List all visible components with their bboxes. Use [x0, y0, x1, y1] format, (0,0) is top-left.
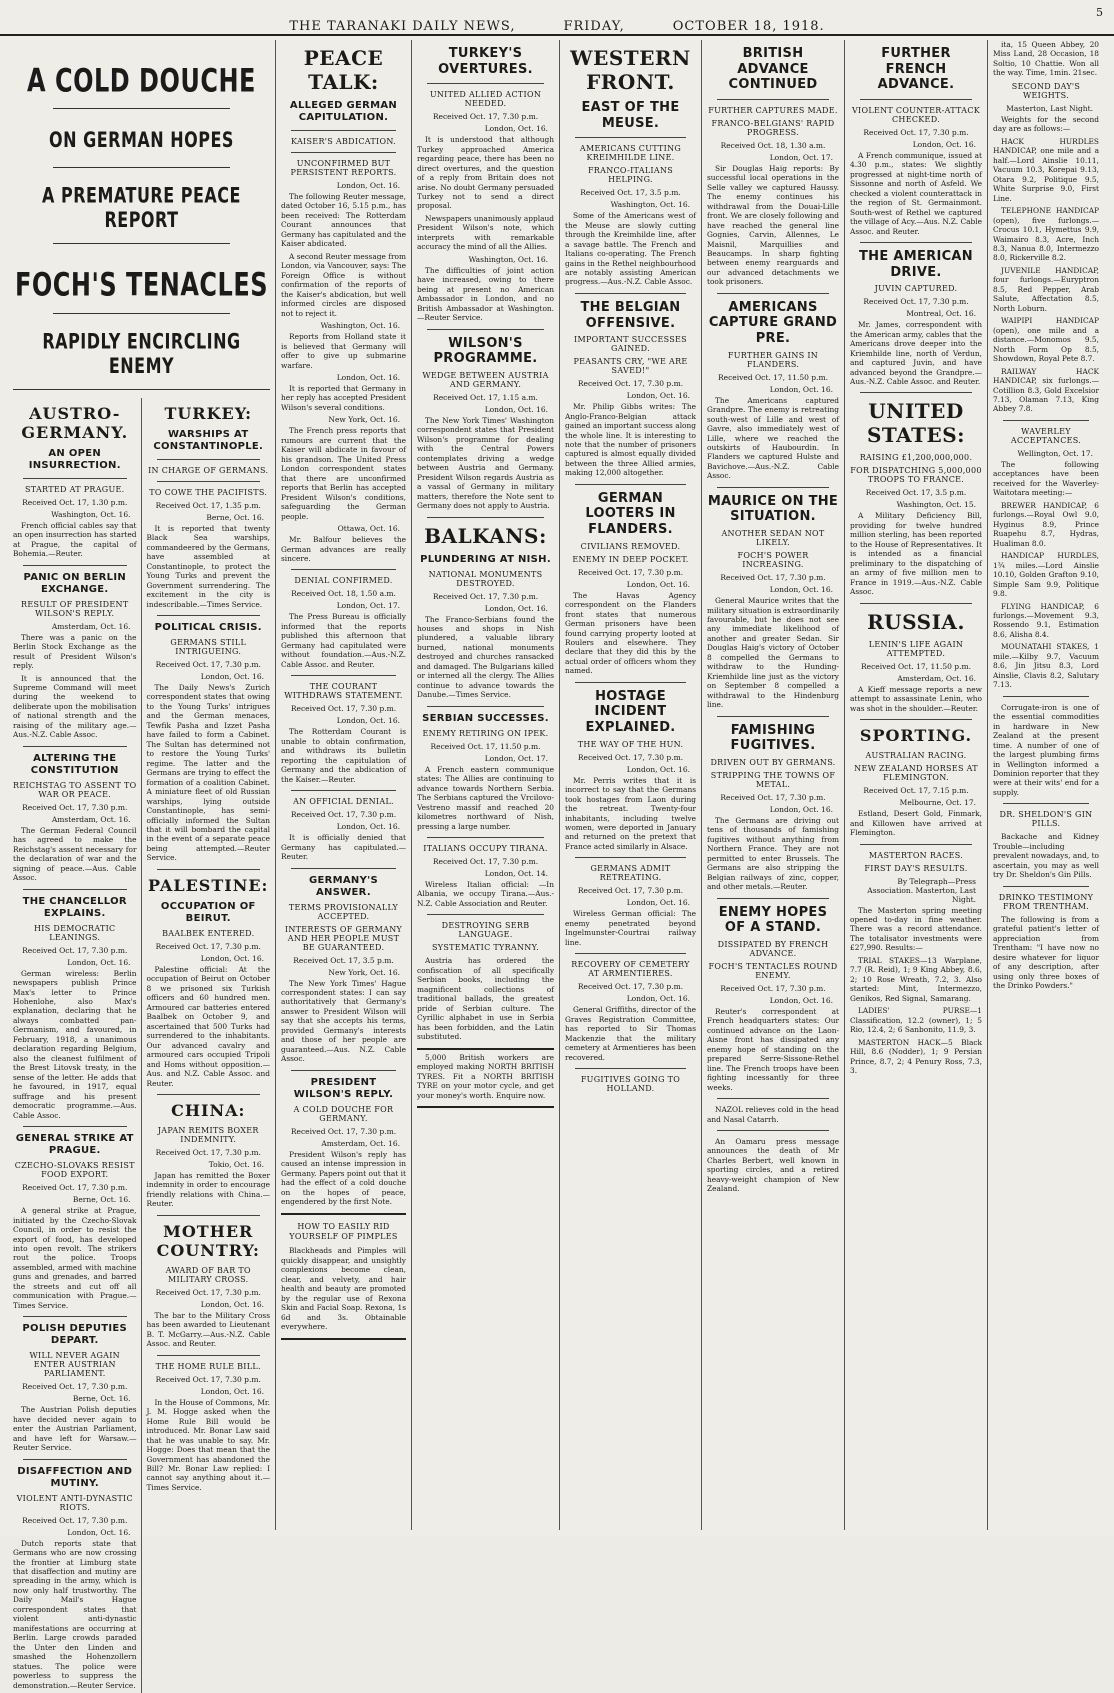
section-title: BALKANS:	[424, 523, 547, 548]
article-text: The following acceptances have been received for the Waverley-Waitotara meeting:—	[993, 459, 1099, 498]
placeline: Tokio, Oct. 16.	[208, 1159, 264, 1169]
subheadline: LENIN'S LIFE AGAIN ATTEMPTED.	[868, 639, 964, 658]
subheadline: VIOLENT COUNTER-ATTACK CHECKED.	[851, 105, 981, 124]
dateline: Received Oct. 17, 7.30 p.m.	[720, 792, 826, 802]
article-text: General Maurice writes that the military situation is extraordinarily favourable, but he does not see any immediate likelihood of another and greater Sedan. Sir Douglas Haig's victory of October 8 compelled the Germans to withdraw to the Hunding-Kriemhilde line just as the victory on September 8 compelled a withdrawal to the Hindenburg line.	[707, 596, 839, 710]
subheadline: ENEMY RETIRING ON IPEK.	[422, 728, 549, 738]
advertisement	[281, 1213, 406, 1340]
subheadline: FIRST DAY'S RESULTS.	[864, 863, 968, 873]
subheadline: THE WAY OF THE HUN.	[577, 739, 684, 749]
placeline: Wellington, Oct. 17.	[1017, 448, 1093, 458]
placeline: London, Oct. 16.	[769, 384, 833, 394]
article-text: Backache and Kidney Trouble—including prevalent nowadays, and, to ascertain, you may as well try Dr. Sheldon's Gin Pills.	[993, 832, 1099, 880]
placeline: By Telegraph—Press Association. Masterton, Last Night.	[867, 876, 976, 904]
subheadline: MASTERTON RACES.	[868, 850, 964, 860]
subheadline: FRANCO-ITALIANS HELPING.	[587, 166, 674, 185]
article-text: French official cables say that an open insurrection has started at Prague, the capital of Bohemia.—Reuter.	[13, 520, 137, 559]
placeline: London, Oct. 17.	[769, 152, 833, 162]
masthead	[0, 0, 1114, 36]
advertisement	[417, 1048, 554, 1108]
article-text: Wireless Italian official: —In Albania, we occupy Tirana.—Aus.-N.Z. Cable Association and Reuter.	[417, 880, 554, 908]
placeline: London, Oct. 14.	[484, 869, 548, 878]
ad-headline: HOW TO EASILY RID YOURSELF OF PIMPLES	[289, 1221, 398, 1241]
headline: PRESIDENT WILSON'S REPLY.	[293, 1076, 394, 1100]
placeline: London, Oct. 16.	[626, 994, 690, 1004]
dateline: Received Oct. 18, 1.30 a.m.	[720, 140, 826, 150]
subheadline: WILL NEVER AGAIN ENTER AUSTRIAN PARLIAMENT.	[29, 1351, 120, 1379]
dateline: Received Oct. 17, 7.30 p.m.	[290, 810, 397, 820]
subheadline: DENIAL CONFIRMED.	[294, 576, 393, 586]
dateline: Received Oct. 17, 7.30 p.m.	[155, 941, 261, 951]
dateline: Received Oct. 17, 3.5 p.m.	[580, 188, 681, 198]
article-text: The French press reports that rumours are current that the Kaiser will abdicate in favour of his grandson. The United Press London correspondent states that there are unconfirmed reports that Berlin has accepted President Wilson's conditions, safeguarding the German people.	[281, 426, 406, 521]
subheadline: BAALBEK ENTERED.	[162, 928, 255, 938]
headline: MAURICE ON THE SITUATION.	[707, 493, 839, 525]
race-weights: HACK HURDLES HANDICAP, one mile and a half.—Lord Ainslie 10.11, Vacuum 10.3, Korepai 9.13, Otara 9.2, Politique 9.5, White Surprise 9.0, First Line.	[993, 136, 1099, 203]
article-text: Mr. Philip Gibbs writes: The Anglo-Franco-Belgian attack gained an important success along the whole line. It is interesting to note that the number of prisoners captured is almost equally divided between the three Allied armies, making 12,000 altogether.	[565, 402, 696, 478]
placeline: London, Oct. 16.	[484, 404, 548, 414]
placeline: London, Oct. 16.	[769, 804, 833, 814]
article-text: It is announced that the Supreme Command will meet during the weekend to deliberate upon the mobilisation of national strength and the raising of the military age.—Aus.-N.Z. Cable Assoc.	[13, 673, 137, 740]
subheadline: THE HOME RULE BILL.	[155, 1361, 261, 1371]
placeline: London, Oct. 16.	[67, 1527, 131, 1537]
placeline: Berne, Oct. 16.	[72, 1195, 131, 1205]
article-text: A French communique, issued at 4.30 p.m., states: We slightly progressed at night-time north of Sissonne and north of Asfeld. We checked a violent counterattack in the region of St. Germainmont. South-west of Rethel we captured the village of Acy.—Aus. N.Z. Cable Assoc. and Reuter.	[850, 150, 982, 236]
headline: HOSTAGE INCIDENT EXPLAINED.	[585, 688, 676, 736]
dateline: Received Oct. 17, 7.30 p.m.	[22, 945, 128, 955]
subheadline: HIS DEMOCRATIC LEANINGS.	[34, 923, 116, 942]
subheadline: REICHSTAG TO ASSENT TO WAR OR PEACE.	[13, 780, 137, 799]
article-text: It is reported that Germany in her reply has accepted President Wilson's several conditions.	[281, 383, 406, 412]
dateline: Received Oct. 17, 7.30 p.m.	[720, 983, 826, 993]
article-text: Japan has remitted the Boxer indemnity in order to encourage friendly relations with China.—Reuter.	[146, 1170, 270, 1209]
race-weights: JUVENILE HANDICAP, four furlongs.—Euryptron 8.5, Red Pepper, Arab Salute, Affectation 8.5, North Loburn.	[993, 265, 1099, 313]
placeline: London, Oct. 16.	[626, 579, 690, 589]
article-text: The Rotterdam Courant is unable to obtain confirmation, and withdraws its bulletin reporting the capitulation of Germany and the abdication of the Kaiser.—Reuter.	[281, 727, 406, 784]
article-text: The following Reuter message, dated October 16, 5.15 p.m., has been received: The Rotterdam Courant announces that Germany has capitulated and the Kaiser abdicated.	[281, 192, 406, 249]
placeline: London, Oct. 16.	[484, 124, 548, 134]
subheadline: FUGITIVES GOING TO HOLLAND.	[580, 1075, 681, 1094]
article-text: A Kieff message reports a new attempt to assassinate Lenin, who was shot in the shoulder.—Reuter.	[850, 684, 982, 713]
article-text: The bar to the Military Cross has been awarded to Lieutenant B. T. McGarry.—Aus.-N.Z. Cable Assoc. and Reuter.	[146, 1310, 270, 1349]
ad-text: Blackheads and Pimples will quickly disappear, and unsightly complexions become clean, clear, and velvety, and hair health and beauty are promoted by the regular use of Rexona Skin and Facial Soap. Rexona, 1s 6d and 3s. Obtainable everywhere.	[281, 1246, 406, 1332]
race-acceptances: FLYING HANDICAP, 6 furlongs.—Movement 9.3, Rossendo 9.1, Estimation 8.6, Alisha 8.4.	[993, 601, 1099, 639]
subheadline: JUVIN CAPTURED.	[874, 284, 958, 294]
placeline: London, Oct. 16.	[200, 953, 264, 963]
dateline: Received Oct. 17, 11.50 p.m.	[861, 661, 971, 671]
dateline: Received Oct. 17, 3.5 p.m.	[865, 488, 967, 498]
column-7	[988, 40, 1104, 1530]
subheadline: CIVILIANS REMOVED.	[580, 541, 681, 551]
subheadline: TO COWE THE PACIFISTS.	[149, 487, 268, 497]
lead-headline-5: RAPIDLY ENCIRCLING ENEMY	[42, 328, 241, 378]
subheadline: VIOLENT ANTI-DYNASTIC RIOTS.	[16, 1493, 133, 1512]
article-text: Austria has ordered the confiscation of all specifically Serbian books, including the magnificent collections of traditional ballads, the greatest pride of Serbian culture. The Cyrillic alphabet in use in Serbia has been forbidden, and the Latin substituted.	[417, 956, 554, 1042]
article-text: The Franco-Serbians found the houses and shops in Nish plundered, a valuable library burned, national monuments destroyed and churches ransacked and damaged. The Bulgarians killed or interned all the clergy. The Allies continue to advance towards the Danube.—Times Service.	[417, 614, 554, 700]
dateline: Received Oct. 18, 1.50 a.m.	[291, 589, 396, 599]
dateline: Received Oct. 17, 7.30 p.m.	[155, 659, 261, 669]
headline: EAST OF THE MEUSE.	[581, 100, 680, 131]
section-title: PEACE TALK:	[303, 46, 384, 94]
article-text: ita, 15 Queen Abbey, 20 Miss Land, 28 Occasion, 18 Soltio, 10 Chattie. Won all the way. Time, 1min. 21sec.	[993, 40, 1099, 78]
subheadline: FRANCO-BELGIANS' RAPID PROGRESS.	[711, 118, 835, 137]
headline: WARSHIPS AT CONSTANTINOPLE.	[153, 428, 264, 452]
placeline: Berne, Oct. 16.	[72, 1394, 131, 1404]
subheadline: THE COURANT WITHDRAWS STATEMENT.	[284, 682, 403, 701]
lead-headline-4: FOCH'S TENACLES	[15, 266, 268, 305]
dateline: Received Oct. 17, 7.30 p.m.	[577, 982, 684, 992]
dateline: Received Oct. 17, 1.35 p.m.	[155, 500, 261, 510]
subheadline: STRIPPING THE TOWNS OF METAL.	[710, 770, 836, 789]
columns	[8, 40, 1104, 1690]
dateline: Received Oct. 17, 7.30 p.m.	[22, 802, 128, 812]
article-text: Reuter's correspondent at French headquarters states: Our continued advance on the Laon-Aisne front has dissipated any enemy hope of standing on the prepared Serre-Sissone-Rethel line. The French troops have been fighting incessantly for three weeks.	[707, 1006, 839, 1092]
race-result: LADIES' PURSE—1 Classification, 12.2 (owner), 1; 5 Rio, 12.4, 2; 6 Sanbonito, 11.9, 3.	[850, 1006, 982, 1035]
subheadline: INTERESTS OF GERMANY AND HER PEOPLE MUST BE GUARANTEED.	[284, 924, 403, 952]
headline: PANIC ON BERLIN EXCHANGE.	[23, 571, 127, 595]
subheadline: ITALIANS OCCUPY TIRANA.	[423, 844, 548, 853]
headline: DISAFFECTION AND MUTINY.	[17, 1465, 133, 1489]
subheadline: DRIVEN OUT BY GERMANS.	[710, 757, 836, 767]
dateline: Received Oct. 17, 7.30 p.m.	[577, 379, 684, 389]
headline: AMERICANS CAPTURE GRAND PRE.	[708, 299, 838, 347]
dateline: Received Oct. 17, 7.30 p.m.	[863, 127, 969, 137]
section-title: AUSTRO-GERMANY.	[21, 403, 129, 442]
placeline: Washington, Oct. 16.	[610, 200, 690, 210]
article-text: The Masterton spring meeting opened to-day in fine weather. There was a record attendance. The totalisator investments were £27,990. Results:—	[850, 905, 982, 953]
headline: ALTERING THE CONSTITUTION	[30, 752, 119, 776]
subheadline: STARTED AT PRAGUE.	[25, 484, 125, 494]
article-text: The Daily News's Zurich correspondent states that owing to the Young Turks' intrigues and the German menaces, Tewfik Pasha and Izzet Pasha have failed to form a Cabinet. The Sultan has determined not to restore the Young Turks' regime. The latter and the Germans are trying to effect the formation of a coalition Cabinet. A miniature fleet of old Russian warships, lying outside Constantinople, has semi-officially informed the Sultan that it will bombard the capital in the event of a separate peace being attempted.—Reuter Service.	[146, 682, 270, 863]
article-text: Estland, Desert Gold, Finmark, and Killowen have arrived at Flemington.	[850, 809, 982, 838]
subheadline: FOCH'S TENTACLES ROUND ENEMY.	[708, 961, 838, 980]
article-text: A second Reuter message from London, via Vancouver, says: The Foreign Office is without confirmation of the reports of the Kaiser's abdication, but well informed circles are disposed not to reject it.	[281, 251, 406, 318]
headline: OCCUPATION OF BEIRUT.	[160, 900, 256, 924]
article-text: The New York Times' Hague correspondent states: I can say authoritatively that Germany's answer to President Wilson will say that she accepts his terms, provided Germany's interests and those of her people are guaranteed.—Aus. N.Z. Cable Assoc.	[281, 978, 406, 1064]
article-text: It is officially denied that Germany has capitulated.—Reuter.	[281, 833, 406, 862]
headline: SERBIAN SUCCESSES.	[422, 712, 549, 724]
dateline: Received Oct. 17, 7.30 p.m.	[290, 704, 397, 714]
column-5	[702, 40, 845, 1530]
race-acceptances: HANDICAP HURDLES, 1¾ miles.—Lord Ainslie 10.10, Golden Grafton 9.10, Simple Sam 9.9, Politique 9.8.	[993, 551, 1099, 599]
placeline: Melbourne, Oct. 17.	[899, 798, 976, 808]
race-acceptances: BREWER HANDICAP, 6 furlongs.—Royal Owl 9.0, Hyginus 8.9, Prince Ruapehu 8.7, Hydras, Hualiman 8.0.	[993, 500, 1099, 548]
subheadline: RESULT OF PRESIDENT WILSON'S REPLY.	[21, 599, 129, 618]
subheadline: A COLD DOUCHE FOR GERMANY.	[293, 1104, 394, 1123]
austro-germany-section	[13, 398, 142, 1693]
headline: TURKEY'S OVERTURES.	[438, 46, 533, 77]
placeline: London, Oct. 16.	[626, 898, 690, 908]
issue-date: OCTOBER 18, 1918.	[672, 19, 825, 34]
race-weights: WAIPIPI HANDICAP (open), one mile and a distance.—Monomos 9.5, North Form Op 8.5, Showdown, Royal Pete 8.7.	[993, 316, 1099, 364]
headline: GENERAL STRIKE AT PRAGUE.	[15, 1133, 134, 1157]
subheadline: NEW ZEALAND HORSES AT FLEMINGTON.	[854, 764, 978, 783]
column-1-split	[13, 398, 270, 1693]
subheadline: FURTHER GAINS IN FLANDERS.	[727, 350, 819, 369]
article-text: A general strike at Prague, initiated by the Czecho-Slovak Council, in order to resist the export of food, has developed into open revolt. The strikers rout the police. Troops assembled, armed with machine guns and grenades, and barred the streets and cut off all communication with Prague.—Times Service.	[13, 1206, 137, 1310]
headline: THE AMERICAN DRIVE.	[859, 249, 973, 280]
subheadline: TERMS PROVISIONALLY ACCEPTED.	[288, 902, 399, 921]
subheadline: NATIONAL MONUMENTS DESTROYED.	[428, 569, 543, 588]
article-text: Newspapers unanimously applaud President Wilson's note, which interprets with remarkable accuracy the mind of all the Allies.	[417, 213, 554, 252]
dateline: Received Oct. 17, 7.15 p.m.	[863, 786, 969, 796]
subheadline: DR. SHELDON'S GIN PILLS.	[999, 810, 1093, 829]
column-3	[412, 40, 560, 1530]
race-weights: TELEPHONE HANDICAP (open), five furlongs.—Crocus 10.1, Hymettus 9.9, Waimairo 8.3, Acre, Inch 8.3, Nanua 8.0, Intermezzo 8.0, Rickerville 8.2.	[993, 206, 1099, 263]
subheadline: UNITED ALLIED ACTION NEEDED.	[429, 90, 542, 109]
column-2	[276, 40, 412, 1530]
headline: FAMISHING FUGITIVES.	[730, 722, 816, 754]
placeline: New York, Oct. 16.	[328, 967, 400, 977]
article-text: There was a panic on the Berlin Stock Exchange as the result of President Wilson's reply.	[13, 632, 137, 671]
section-title: UNITED STATES:	[866, 399, 966, 448]
ad-text: 5,000 British workers are employed making NORTH BRITISH TYRES. Fit a NORTH BRITISH TYRE on your motor cycle, and get your money's worth. Enquire now.	[417, 1052, 554, 1100]
article-text: Reports from Holland state it is believed that Germany will offer to give up submarine warfare.	[281, 332, 406, 370]
article-text: The following is from a grateful patient's letter of appreciation from Trentham: "I have now no desire whatever for liquor of any description, after using only three boxes of the Drinko Powders."	[993, 914, 1099, 991]
subheadline: PEASANTS CRY, "WE ARE SAVED!"	[573, 357, 688, 376]
headline: THE CHANCELLOR EXPLAINS.	[22, 895, 127, 919]
subheadline: IN CHARGE OF GERMANS.	[148, 465, 269, 475]
headline: WILSON'S PROGRAMME.	[433, 335, 538, 367]
issue-day: FRIDAY,	[563, 19, 625, 34]
dateline: Received Oct. 17, 7.30 p.m.	[432, 591, 539, 601]
race-result: MASTERTON HACK—5 Black Hill, 8.6 (Nodder), 1; 9 Persian Prince, 8.7, 2; 4 Penury Ross, 7.3, 3.	[850, 1037, 982, 1075]
placeline: Washington, Oct. 15.	[896, 500, 976, 510]
subheadline: WEDGE BETWEEN AUSTRIA AND GERMANY.	[422, 370, 549, 389]
article-text: The German Federal Council has agreed to make the Reichstag's assent necessary for the declaration of war and the signing of peace.—Aus. Cable Assoc.	[13, 825, 137, 883]
article-text: Some of the Americans west of the Meuse are slowly cutting through the Kreimhilde line, after a savage battle. The French and Italians co-operating. The French gains in the Rethel neighbourhood are notably assisting American progress.—Aus.-N.Z. Cable Assoc.	[565, 211, 696, 287]
placeline: London, Oct. 16.	[626, 391, 690, 401]
placeline: London, Oct. 17.	[484, 753, 548, 763]
dateline: Received Oct. 17, 1.30 p.m.	[22, 497, 128, 507]
subheadline: FOR DISPATCHING 5,000,000 TROOPS TO FRANCE.	[850, 466, 982, 485]
dateline: Received Oct. 17, 3.5 p.m.	[293, 955, 394, 965]
subheadline: FOCH'S POWER INCREASING.	[737, 551, 809, 570]
dateline: Received Oct. 17, 7.30 p.m.	[577, 752, 684, 762]
lead-headline-1: A COLD DOUCHE	[27, 62, 256, 100]
article-text: It is reported that twenty Black Sea warships, commandeered by the Germans, have assembled at Constantinople, to protect the Young Turks and prevent the Government surrendering. The excitement in the city is indescribable.—Times Service.	[146, 523, 270, 609]
placeline: London, Oct. 16.	[336, 372, 400, 382]
article-text: Palestine official: At the occupation of Beirut on October 8 we prisoned six Turkish officers and 60 hundred men. Armoured car batteries entered Baalbek on October 9, and ascertained that 500 Turks had surrendered to the inhabitants. Our advanced cavalry and armoured cars occupied Tripoli and Homs without opposition.—Aus. and N.Z. Cable Assoc. and Reuter.	[146, 964, 270, 1088]
placeline: London, Oct. 16.	[336, 181, 400, 190]
section-title: WESTERN FRONT.	[570, 46, 691, 94]
race-weights: RAILWAY HACK HANDICAP, six furlongs.—Cotillion 8.3, Gold Excelsior 7.13, Olaman 7.13, King Abbey 7.8.	[993, 366, 1099, 414]
article-text: Mr. Balfour believes the German advances are really sincere.	[281, 535, 406, 563]
subheadline: JAPAN REMITS BOXER INDEMNITY.	[157, 1125, 259, 1144]
article-text: The Austrian Polish deputies have decided never again to enter the Austrian Parliament, and have left for Warsaw.—Reuter Service.	[13, 1405, 137, 1453]
subheadline: AUSTRALIAN RACING.	[865, 751, 967, 761]
placeline: Montreal, Oct. 16.	[906, 309, 976, 319]
placeline: Ottawa, Oct. 16.	[337, 524, 400, 534]
dateline: Received Oct. 17, 7.30 p.m.	[22, 1183, 128, 1193]
section-title: TURKEY:	[164, 403, 253, 423]
article-text: The difficulties of joint action have increased, owing to there being at present no American Ambassador in London, and no British Ambassador at Washington.—Reuter Service.	[417, 265, 554, 323]
subheadline: GERMANS STILL INTRIGUEING.	[170, 637, 247, 656]
subheadline: IMPORTANT SUCCESSES GAINED.	[574, 335, 687, 354]
section-title: PALESTINE:	[148, 875, 269, 895]
placeline: Amsterdam, Oct. 16.	[51, 621, 131, 631]
headline: POLISH DEPUTIES DEPART.	[22, 1323, 128, 1347]
dateline: Received Oct. 17, 7.30 p.m.	[577, 567, 684, 577]
article-text: It is understood that although Turkey approached America regarding peace, there has been no direct overtures, and the question of a reply from Britain does not arise. No doubt Germany persuaded Turkey not to send a direct proposal.	[417, 135, 554, 211]
article-text: The New York Times' Washington correspondent states that President Wilson's programme for dealing with the Central Powers contemplates driving a wedge between Austria and Germany. President Wilson regards Austria as a vassal of Germany in military matters, therefore the Note sent to Germany does not apply to Austria.	[417, 415, 554, 511]
placeline: Washington, Oct. 16.	[468, 254, 548, 264]
placeline: London, Oct. 16.	[626, 764, 690, 774]
article-text: The Americans captured Grandpre. The enemy is retreating south-west of Lille and west of Gavre, also immediately west of Lille, where we reached the outskirts of Haubourdin. In Flanders we captured Hulste and Bavichove.—Aus.-N.Z. Cable Assoc.	[707, 395, 839, 481]
article-text: The Havas Agency correspondent on the Flanders front states that numerous German prisoners have been found carrying property looted at Roulers and elsewhere. They declare that they did this by the actual order of officers whom they named.	[565, 590, 696, 676]
column-6	[845, 40, 988, 1530]
article-text: In the House of Commons, Mr. J. M. Hogge asked when the Home Rule Bill would be introduced. Mr. Bonar Law said that he was unable to say. Mr. Hogge: Does that mean that the Government has abandoned the Bill? Mr. Bonar Law replied: I cannot say anything about it.—Times Service.	[146, 1397, 270, 1492]
dateline: Received Oct. 17, 1.15 a.m.	[433, 392, 538, 402]
placeline: Berne, Oct. 16.	[206, 512, 264, 522]
subheadline: AMERICANS CUTTING KREIMHILDE LINE.	[579, 144, 682, 163]
placeline: London, Oct. 16.	[200, 671, 264, 681]
subheadline: SYSTEMATIC TYRANNY.	[431, 943, 540, 953]
subheadline: KAISER'S ABDICATION.	[291, 137, 396, 146]
page-number: 5	[1096, 6, 1104, 19]
subheadline: RAISING £1,200,000,000.	[859, 453, 973, 463]
headline: THE BELGIAN OFFENSIVE.	[580, 299, 681, 331]
dateline: Received Oct. 17, 7.30 p.m.	[22, 1515, 128, 1525]
placeline: London, Oct. 16.	[912, 139, 976, 149]
section-title: RUSSIA.	[867, 609, 965, 634]
race-result: TRIAL STAKES—13 Warplane, 7.7 (R. Reid), 1; 9 King Abbey, 8.6, 2; 10 Rose Wreath, 7.2, 3. Also started: Mint, Intermezzo, Genikos, Red Signal, Samarang.	[850, 955, 982, 1003]
headline: BRITISH ADVANCE CONTINUED	[728, 46, 818, 93]
dateline: Received Oct. 17, 11.50 p.m.	[718, 372, 828, 382]
subheadline: DISSIPATED BY FRENCH ADVANCE.	[717, 939, 829, 958]
article-text: A Military Deficiency Bill, providing for twelve hundred million sterling, has been reported to the House of Representatives. It is intended as a financial preliminary to the dispatching of an army of five million men to France in 1919.—Aus.-N.Z. Cable Assoc.	[850, 511, 982, 597]
article-text: Wireless German official: The enemy penetrated beyond Ingelmunster-Courtrai railway line.	[565, 909, 696, 947]
placeline: Washington, Oct. 16.	[320, 321, 400, 331]
subheadline: GERMANS ADMIT RETREATING.	[590, 864, 671, 883]
article-text: General Griffiths, director of the Graves Registration Committee, has reported to Sir Thomas Mackenzie that the military cemetery at Armentieres has been recovered.	[565, 1005, 696, 1062]
article-text: President Wilson's reply has caused an intense impression in Germany. Papers point out that it had the effect of a cold douche on the hopes of peace, engendered by the first Note.	[281, 1149, 406, 1207]
subheadline: UNCONFIRMED BUT PERSISTENT REPORTS.	[290, 159, 397, 177]
headline: GERMAN LOOTERS IN FLANDERS.	[585, 490, 676, 538]
headline: GERMANY'S ANSWER.	[308, 874, 378, 898]
placeline: London, Oct. 16.	[769, 585, 833, 595]
article-text: Sir Douglas Haig reports: By successful local operations in the Selle valley we captured Haussy. The enemy continues his withdrawal from the Douai-Lille front. We are closely following and have reached the general line Gognies, Carvin, Allennes, Le Maisnil, Marquillies and Beaucamps. In sharp fighting between enemy rearguards and our advanced detachments we took prisoners.	[707, 163, 839, 287]
dateline: Received Oct. 17, 11.50 p.m.	[430, 741, 541, 751]
section-title: CHINA:	[171, 1100, 246, 1120]
subheadline: ENEMY IN DEEP POCKET.	[572, 554, 689, 564]
dateline: Received Oct. 17, 7.30 p.m.	[432, 857, 539, 866]
placeline: Masterton, Last Night.	[1006, 103, 1093, 113]
paper-name: THE TARANAKI DAILY NEWS,	[289, 19, 516, 34]
placeline: London, Oct. 16.	[336, 822, 400, 832]
dateline: Received Oct. 17, 7.30 p.m.	[432, 112, 539, 122]
placeline: Amsterdam, Oct. 16.	[897, 673, 976, 683]
placeline: Amsterdam, Oct. 16.	[321, 1138, 400, 1148]
dateline: Received Oct. 17, 7.30 p.m.	[155, 1147, 261, 1157]
placeline: Amsterdam, Oct. 16.	[51, 814, 131, 824]
subheadline: DRINKO TESTIMONY FROM TRENTHAM.	[998, 892, 1094, 911]
column-4	[560, 40, 702, 1530]
article-text: Weights for the second day are as follows:—	[993, 114, 1099, 134]
subheadline: FURTHER CAPTURES MADE.	[708, 105, 838, 115]
article-text: Mr. James, correspondent with the American army, cables that the Americans drove deeper into the Kriemhilde line, north of Verdun, and captured Juvin, and have advanced beyond the Grandpre.—Aus.-N.Z. Cable Assoc. and Reuter.	[850, 320, 982, 386]
article-text: An Oamaru press message announces the death of Mr Charles Berbert, well known in sporting circles, and a retired heavy-weight champion of New Zealand.	[707, 1136, 839, 1194]
article-text: Corrugate-iron is one of the essential commodities in hardware in New Zealand at the present time. A number of one of the largest plumbing firms in Wellington informed a Dominion reporter that they were at their wits' end for a supply.	[993, 702, 1100, 797]
placeline: New York, Oct. 16.	[328, 415, 400, 425]
article-text: Mr. Perris writes that it is incorrect to say that the Germans took hostages from Laon during the retreat. Twenty-four inhabitants, including twelve women, were deported in January and returned on the pretext that France acted similarly in Alsace.	[565, 775, 696, 851]
headline: AN OPEN INSURRECTION.	[28, 447, 121, 471]
column-1	[8, 40, 276, 1690]
subheadline: CZECHO-SLOVAKS RESIST FOOD EXPORT.	[14, 1161, 135, 1180]
placeline: Washington, Oct. 16.	[51, 509, 131, 519]
subheadline: WAVERLEY ACCEPTANCES.	[1010, 426, 1082, 445]
dateline: Received Oct. 17, 7.30 p.m.	[155, 1287, 261, 1297]
placeline: London, Oct. 16.	[769, 995, 833, 1005]
subheadline: DESTROYING SERB LANGUAGE.	[441, 921, 530, 940]
placeline: London, Oct. 16.	[336, 716, 400, 726]
turkey-section	[142, 398, 271, 1693]
placeline: London, Oct. 16.	[67, 957, 131, 967]
placeline: London, Oct. 16.	[200, 1299, 264, 1309]
placeline: London, Oct. 16.	[200, 1386, 264, 1396]
article-text: The Germans are driving out tens of thousands of famishing fugitives without anything from Northern France. They are not permitted to enter Brussels. The Germans are also stripping the Belgian railways of zinc, copper, and other metals.—Reuter.	[707, 815, 839, 892]
race-acceptances: MOUNATAHI STAKES, 1 mile.—Kilby 9.7, Vacuum 8.6, Jin Jitsu 8.3, Lord Ainslie, Clavis 8.2, Salutary 7.13.	[993, 642, 1099, 690]
headline: FURTHER FRENCH ADVANCE.	[877, 46, 955, 93]
dateline: Received Oct. 17, 7.30 p.m.	[577, 886, 684, 896]
subheadline: AN OFFICIAL DENIAL.	[293, 797, 394, 807]
lead-headline-3: A PREMATURE PEACE REPORT	[42, 182, 241, 232]
dateline: Received Oct. 17, 7.30 p.m.	[290, 1126, 397, 1136]
headline: ALLEGED GERMAN CAPITULATION.	[289, 100, 398, 123]
headline: POLITICAL CRISIS.	[154, 621, 262, 633]
headline: ENEMY HOPES OF A STAND.	[718, 904, 828, 936]
dateline: Received Oct. 17, 7.30 p.m.	[863, 297, 969, 307]
lead-headline-2: ON GERMAN HOPES	[49, 126, 234, 153]
placeline: London, Oct. 17.	[336, 601, 400, 611]
article-text: NAZOL relieves cold in the head and Nasal Catarrh.	[707, 1105, 839, 1124]
section-title: MOTHER COUNTRY:	[156, 1221, 260, 1260]
article-text: The Press Bureau is officially informed that the reports published this afternoon that Germany had capitulated were without foundation.—Aus.-N.Z. Cable Assoc. and Reuter.	[281, 612, 406, 669]
dateline: Received Oct. 17, 7.30 p.m.	[22, 1382, 128, 1392]
article-text: German wireless: Berlin newspapers publish Prince Max's letter to Prince Hohenlohe, also Max's explanation, declaring that he always combatted pan-Germanism, and favoured, in February, 1918, a unanimous declaration regarding Belgium, also the cleanest fulfilment of the Brest Litovsk treaty, in the sense of the letter. He adds that he favoured, in 1917, equal suffrage and his present democratic programme.—Aus. Cable Assoc.	[13, 968, 137, 1120]
dateline: Received Oct. 17, 7.30 p.m.	[155, 1374, 261, 1384]
dateline: Received Oct. 17, 7.30 p.m.	[720, 573, 826, 583]
article-text: Dutch reports state that Germans who are now crossing the frontier at Limburg state that disaffection and mutiny are spreading in the army, which is now only half trustworthy. The Daily Mail's Hague correspondent states that violent anti-dynastic manifestations are occurring at Berlin. Large crowds paraded the Unter den Linden and smashed the Hohenzollern statues. The police were powerless to suppress the demonstration.—Reuter Service.	[13, 1538, 137, 1690]
subheadline: ANOTHER SEDAN NOT LIKELY.	[721, 529, 825, 548]
headline: PLUNDERING AT NISH.	[420, 553, 551, 565]
subheadline: RECOVERY OF CEMETERY AT ARMENTIERES.	[571, 960, 690, 979]
subheadline: AWARD OF BAR TO MILITARY CROSS.	[165, 1265, 251, 1284]
section-title: SPORTING.	[859, 726, 973, 746]
subheadline: SECOND DAY'S WEIGHTS.	[1011, 81, 1081, 100]
placeline: London, Oct. 16.	[484, 603, 548, 613]
article-text: A French eastern communique states: The Allies are continuing to advance towards Northern Serbia. The Serbians captured the Vrcilovo-Vestreno massif and reached 20 kilometres northward of Nish, pressing a large number.	[417, 764, 554, 831]
